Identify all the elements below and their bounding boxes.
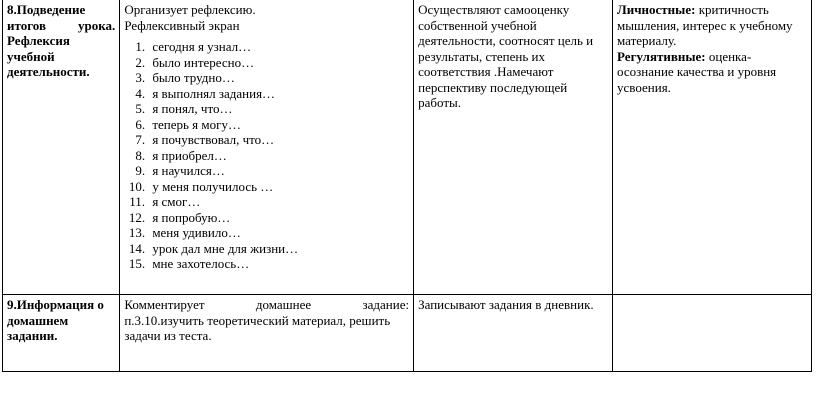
uud-personal-text: критичность мышления, интерес к учебному материалу. [617,2,793,48]
teacher-activity-text: задачи из теста. [124,328,212,343]
list-item: 1. сегодня я узнал… [148,39,409,55]
list-item: 2. было интересно… [148,55,409,71]
list-item: 15. мне захотелось… [148,256,409,272]
reflection-screen-list [124,39,409,272]
uud-personal-label: Личностные: [617,2,696,17]
stage-title-line: 9.Информация о [7,297,104,312]
stage-cell [3,0,120,295]
list-item: 10. у меня получилось … [148,179,409,195]
teacher-activity-text: Комментирует домашнее задание: [124,297,410,312]
stage-title-line: Рефлексия [7,33,70,48]
list-item: 14. урок дал мне для жизни… [148,241,409,257]
stage-title-line: задании. [7,328,58,343]
student-activity-text: Осуществляют самооценку собственной учебной деятельности, соотносят цель и результаты, степень их соответствия .Намечают перспективу последующей работы. [418,2,594,110]
list-item: 12. я попробую… [148,210,409,226]
teacher-activity-text: Организует рефлексию. [124,2,256,17]
stage-title-line: деятельности. [7,64,90,79]
teacher-activity-text: Рефлексивный экран [124,17,240,33]
student-activity-cell [414,0,613,295]
stage-title-line: домашнем [7,312,69,328]
student-activity-text: Записывают задания в дневник. [418,297,594,312]
list-item: 4. я выполнял задания… [148,86,409,102]
list-item: 3. было трудно… [148,70,409,86]
list-item: 7. я почувствовал, что… [148,132,409,148]
uud-cell [613,295,812,372]
teacher-activity-text: п.3.10.изучить теоретический материал, решить [124,312,391,328]
student-activity-cell [414,295,613,372]
teacher-activity-cell [120,0,414,295]
list-item: 8. я приобрел… [148,148,409,164]
teacher-activity-cell [120,295,414,372]
list-item: 11. я смог… [148,194,409,210]
uud-cell [613,0,812,295]
stage-cell [3,295,120,372]
list-item: 6. теперь я могу… [148,117,409,133]
list-item: 13. меня удивило… [148,225,409,241]
table-row-stage-8 [3,0,812,295]
table-row-stage-9 [3,295,812,372]
uud-regulatory-text: оценка-осознание качества и уровня усвоения. [617,48,777,95]
stage-title-line: 8.Подведение [7,2,86,17]
uud-regulatory-label: Регулятивные: [617,48,706,64]
list-item: 5. я понял, что… [148,101,409,117]
lesson-plan-table [2,0,812,372]
stage-title-line: учебной [7,48,55,64]
list-item: 9. я научился… [148,163,409,179]
stage-title-line: итогов урока. [7,17,116,33]
